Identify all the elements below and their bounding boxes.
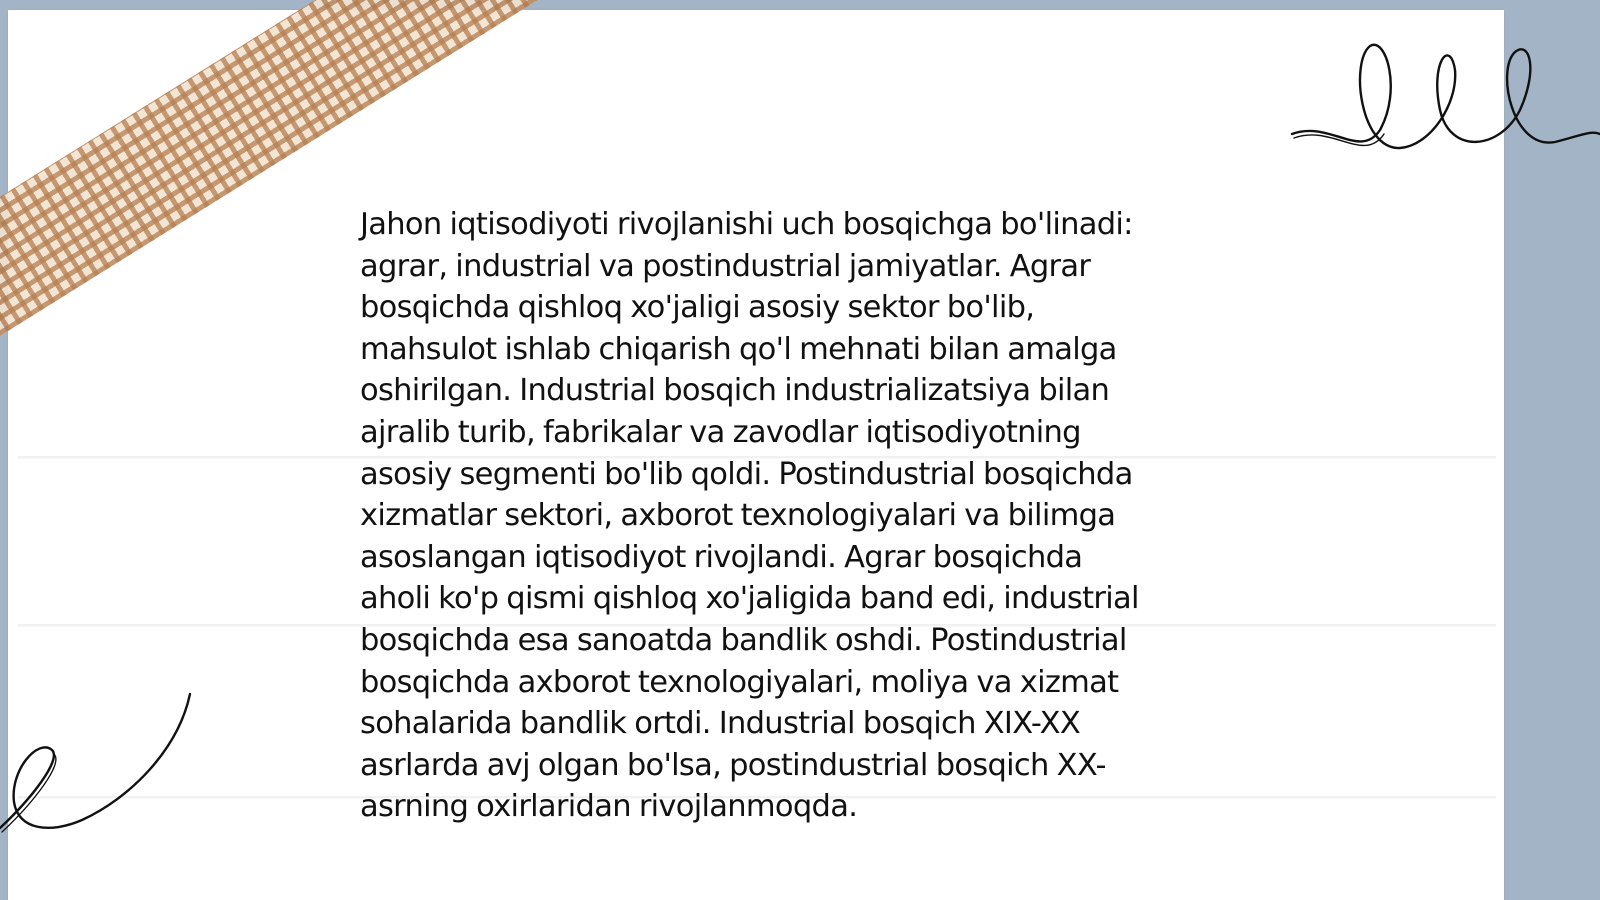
text-line: Jahon iqtisodiyoti rivojlanishi uch bosqichga bo'linadi: [360,207,1133,242]
loop-scribble-icon [1290,30,1600,160]
text-line: ajralib turib, fabrikalar va zavodlar iqtisodiyotning [360,414,1081,450]
text-line: asosiy segmenti bo'lib qoldi. Postindustrial bosqichda [360,456,1133,492]
text-line: mahsulot ishlab chiqarish qo'l mehnati bilan amalga [360,331,1117,367]
text-line: aholi ko'p qismi qishloq xo'jaligida band edi, industrial [360,581,1139,617]
text-line: sohalarida bandlik ortdi. Industrial bosqich XIX-XX [360,706,1081,742]
text-line: xizmatlar sektori, axborot texnologiyalari va bilimga [360,498,1116,534]
text-line: agrar, industrial va postindustrial jamiyatlar. Agrar [360,248,1091,284]
text-line: asrlarda avj olgan bo'lsa, postindustrial bosqich XX- [360,747,1106,783]
text-line: bosqichda qishloq xo'jaligi asosiy sektor bo'lib, [360,290,1035,326]
body-paragraph [360,204,1260,828]
text-line: asoslangan iqtisodiyot rivojlandi. Agrar bosqichda [360,539,1083,575]
text-line: asrning oxirlaridan rivojlanmoqda. [360,789,858,825]
text-line: bosqichda axborot texnologiyalari, moliya va xizmat [360,664,1119,700]
text-line: bosqichda esa sanoatda bandlik oshdi. Postindustrial [360,622,1127,658]
text-line: oshirilgan. Industrial bosqich industrializatsiya bilan [360,373,1110,409]
swirl-scribble-icon [0,690,200,850]
